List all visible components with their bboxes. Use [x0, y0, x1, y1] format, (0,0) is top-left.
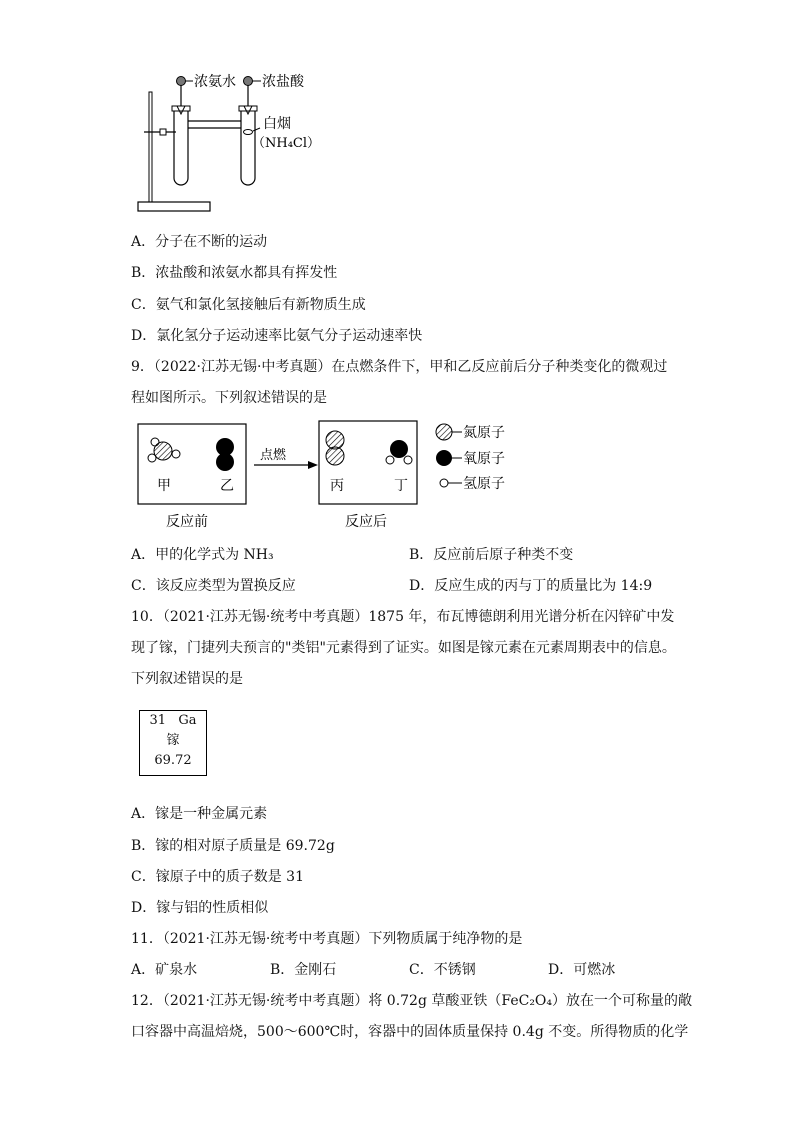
q12-stem-line1: 12．（2021·江苏无锡·统考中考真题）将 0.72g 草酸亚铁（FeC₂O₄）放在一个可称量的敞 — [131, 993, 693, 1009]
q9-option-b: B．反应前后原子种类不变 — [409, 547, 574, 563]
q11-option-b: B．金刚石 — [270, 962, 337, 978]
stand-rod — [149, 92, 152, 202]
q11-option-c: C．不锈钢 — [409, 962, 476, 978]
left-test-tube — [174, 108, 188, 185]
q8-apparatus-figure — [130, 68, 330, 216]
q11-option-a: A．矿泉水 — [131, 962, 198, 978]
q10-stem-line3: 下列叙述错误的是 — [131, 671, 243, 687]
q10-stem-line2: 现了镓，门捷列夫预言的"类铝"元素得到了证实。如图是镓元素在元素周期表中的信息。 — [131, 640, 676, 656]
q9-stem-line2: 程如图所示。下列叙述错误的是 — [131, 390, 327, 406]
n2-molecule — [326, 431, 344, 465]
element-name: 镓 — [166, 733, 180, 748]
white-smoke — [244, 130, 253, 135]
label-ammonia: 浓氨水 — [194, 74, 236, 90]
svg-text:氮原子: 氮原子 — [463, 425, 505, 441]
svg-text:氧原子: 氧原子 — [463, 451, 505, 467]
q9-option-a: A．甲的化学式为 NH₃ — [131, 547, 274, 563]
o2-molecule — [216, 438, 234, 471]
q9-reaction-figure — [136, 418, 526, 533]
label-ding: 丁 — [394, 478, 408, 494]
stand-base — [138, 202, 210, 211]
label-ignite: 点燃 — [260, 448, 287, 463]
label-jia: 甲 — [157, 478, 171, 494]
label-bing: 丙 — [330, 478, 344, 494]
q8-option-c: C．氨气和氯化氢接触后有新物质生成 — [131, 297, 366, 313]
label-formula: （NH₄Cl） — [252, 136, 321, 151]
gallium-element-card — [139, 710, 207, 776]
q9-stem-line1: 9．（2022·江苏无锡·中考真题）在点燃条件下，甲和乙反应前后分子种类变化的微观过 — [131, 359, 668, 375]
label-before: 反应前 — [166, 514, 208, 530]
svg-text:氢原子: 氢原子 — [463, 476, 505, 492]
q11-option-d: D．可燃冰 — [548, 962, 616, 978]
q8-option-b: B．浓盐酸和浓氨水都具有挥发性 — [131, 265, 338, 281]
label-smoke: 白烟 — [263, 116, 291, 132]
q9-option-c: C．该反应类型为置换反应 — [131, 578, 296, 594]
label-yi: 乙 — [220, 478, 234, 494]
left-dropper-bulb — [177, 77, 186, 86]
q10-option-a: A．镓是一种金属元素 — [131, 806, 268, 822]
q10-option-d: D．镓与铝的性质相似 — [131, 900, 269, 916]
legend-oxygen — [436, 450, 505, 467]
q8-option-d: D．氯化氢分子运动速率比氨气分子运动速率快 — [131, 328, 423, 344]
legend-hydrogen — [440, 476, 505, 492]
q12-stem-line2: 口容器中高温焙烧，500～600℃时，容器中的固体质量保持 0.4g 不变。所得物质的化学 — [131, 1024, 689, 1040]
element-mass: 69.72 — [154, 753, 192, 768]
q10-option-b: B．镓的相对原子质量是 69.72g — [131, 838, 335, 854]
q10-option-c: C．镓原子中的质子数是 31 — [131, 869, 304, 885]
element-number-symbol: 31 Ga — [149, 713, 197, 728]
q9-option-d: D．反应生成的丙与丁的质量比为 14:9 — [409, 578, 653, 594]
q11-stem: 11．（2021·江苏无锡·统考中考真题）下列物质属于纯净物的是 — [131, 931, 523, 947]
label-hcl: 浓盐酸 — [262, 74, 304, 90]
label-after: 反应后 — [345, 514, 387, 530]
q10-stem-line1: 10．（2021·江苏无锡·统考中考真题）1875 年，布瓦博德朗利用光谱分析在闪锌矿中发 — [131, 609, 675, 625]
legend-nitrogen — [436, 424, 505, 441]
nh3-molecule — [148, 438, 180, 462]
q8-option-a: A．分子在不断的运动 — [131, 234, 268, 250]
h2o-molecule — [386, 440, 412, 464]
right-dropper-bulb — [244, 77, 253, 86]
